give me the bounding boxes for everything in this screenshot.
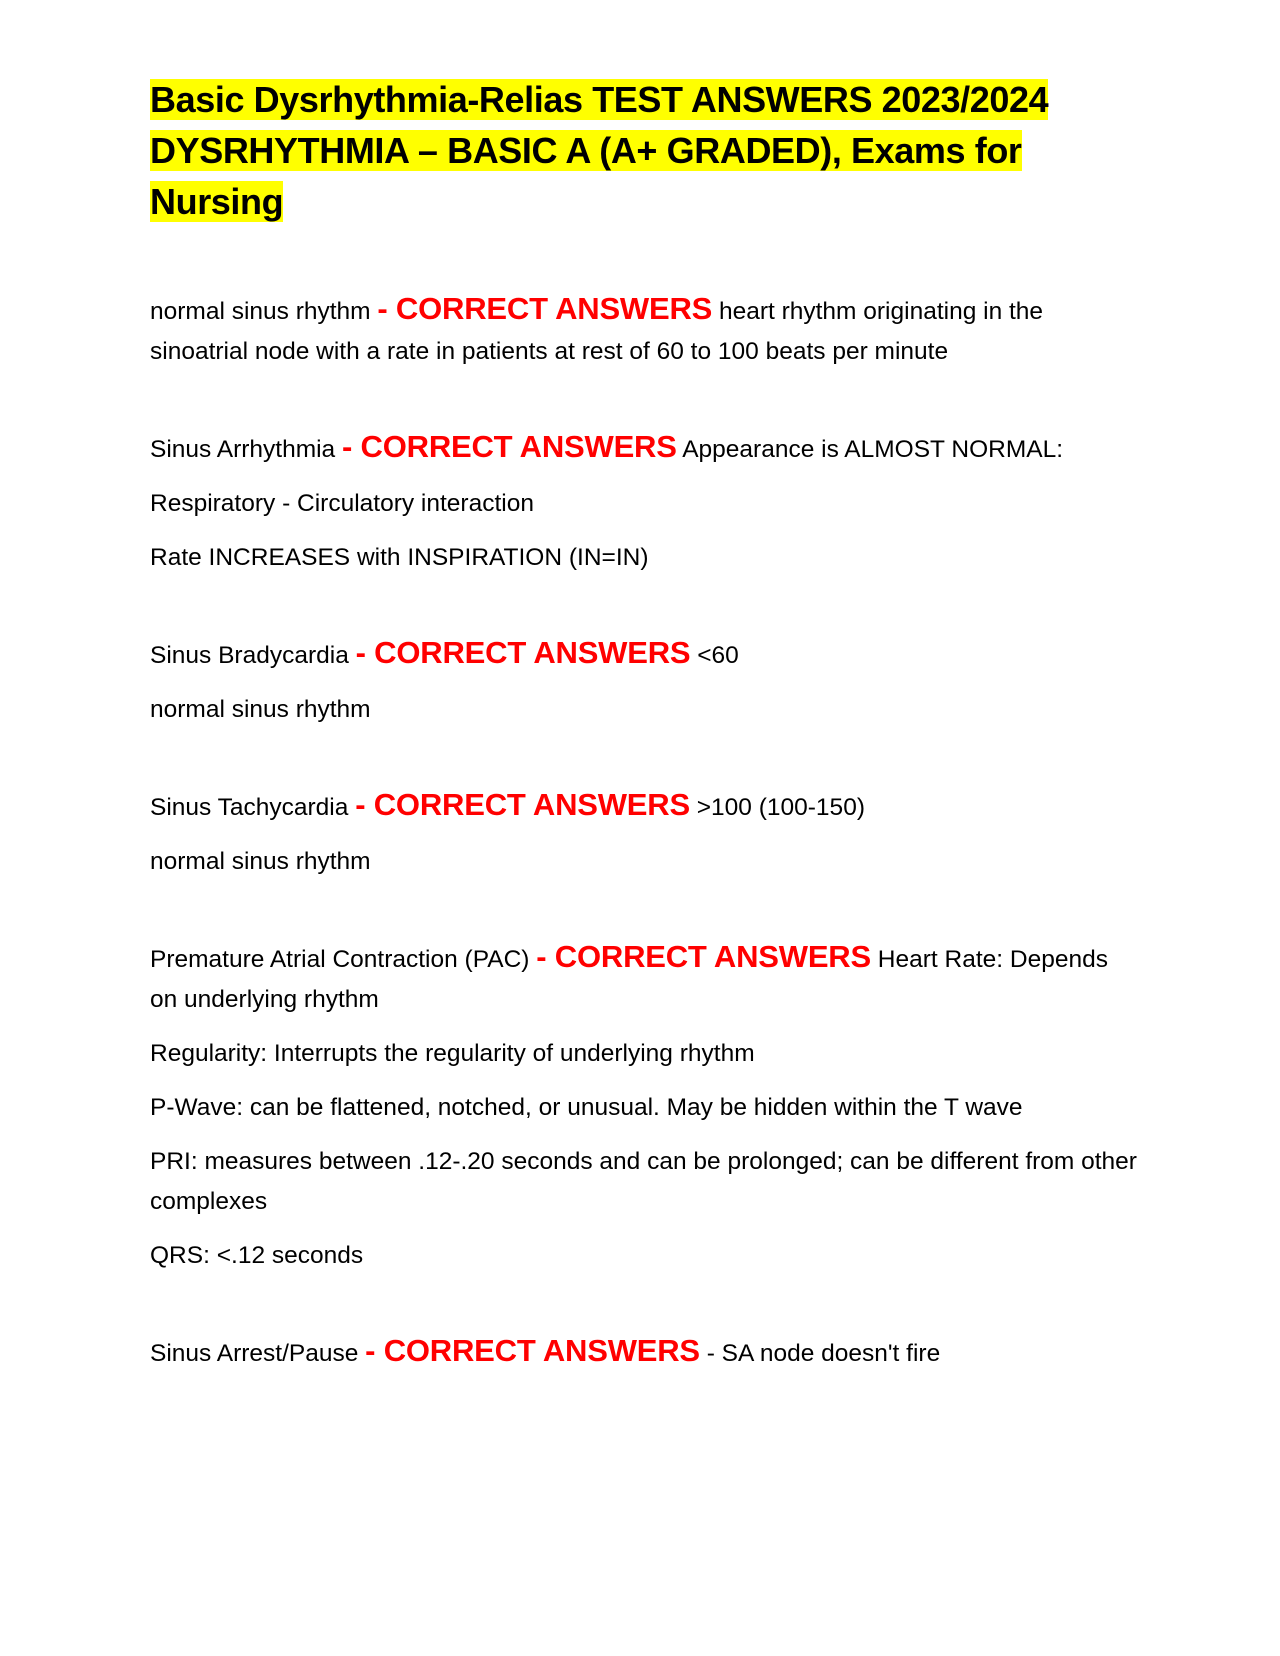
term-text: normal sinus rhythm [150, 298, 371, 325]
answer-text: <60 [697, 642, 739, 669]
title-highlight: DYSRHYTHMIA – BASIC A (A+ GRADED), Exams for [150, 130, 1022, 171]
answer-detail-line: QRS: <.12 seconds [150, 1242, 364, 1269]
qa-entry-first-paragraph [150, 427, 1140, 470]
answer-text: >100 (100-150) [696, 794, 865, 821]
qa-entry-first-paragraph [150, 785, 1140, 828]
answer-detail-line: PRI: measures between .12-.20 seconds and can be prolonged; can be different from other complexes [150, 1148, 1137, 1215]
term-text: Premature Atrial Contraction (PAC) [150, 946, 530, 973]
term-text: Sinus Arrest/Pause [150, 1340, 359, 1367]
correct-answers-label: - CORRECT ANSWERS [342, 429, 677, 464]
answer-text: Appearance is ALMOST NORMAL: [682, 436, 1064, 463]
term-text: Sinus Bradycardia [150, 642, 349, 669]
correct-answers-label: - CORRECT ANSWERS [355, 635, 691, 670]
qa-entry-first-paragraph [150, 633, 1140, 676]
qa-entry [150, 427, 1140, 578]
answer-text: Heart Rate: Depends on underlying rhythm [150, 946, 1108, 1013]
answer-detail-line: normal sinus rhythm [150, 696, 371, 723]
qa-entry [150, 785, 1140, 882]
document-title [150, 74, 1140, 227]
document-title-line [150, 176, 1140, 227]
answer-detail-line: Respiratory - Circulatory interaction [150, 490, 534, 517]
qa-entry-first-paragraph [150, 937, 1140, 1020]
qa-entry [150, 633, 1140, 730]
answer-text: - SA node doesn't fire [706, 1340, 941, 1367]
answer-detail-line: normal sinus rhythm [150, 848, 371, 875]
answer-detail-line: Regularity: Interrupts the regularity of underlying rhythm [150, 1040, 755, 1067]
answer-detail-line: P-Wave: can be flattened, notched, or unusual. May be hidden within the T wave [150, 1094, 1023, 1121]
correct-answers-label: - CORRECT ANSWERS [536, 939, 871, 974]
title-highlight: Nursing [150, 181, 284, 222]
qa-entry-first-paragraph [150, 1331, 1140, 1374]
title-highlight: Basic Dysrhythmia-Relias TEST ANSWERS 2023/2024 [150, 79, 1049, 120]
term-text: Sinus Arrhythmia [150, 436, 336, 463]
answer-detail-line: Rate INCREASES with INSPIRATION (IN=IN) [150, 544, 649, 571]
answer-text: heart rhythm originating in the sinoatrial node with a rate in patients at rest of 60 to 100 beats per minute [150, 298, 1044, 365]
document-title-line [150, 125, 1140, 176]
correct-answers-label: - CORRECT ANSWERS [365, 1333, 700, 1368]
qa-entry-first-paragraph [150, 289, 1140, 372]
qa-entry [150, 289, 1140, 372]
document-content [150, 74, 1140, 1429]
document-title-line [150, 74, 1140, 125]
qa-entries [150, 289, 1140, 1374]
qa-entry [150, 1331, 1140, 1374]
correct-answers-label: - CORRECT ANSWERS [377, 291, 713, 326]
term-text: Sinus Tachycardia [150, 794, 349, 821]
qa-entry [150, 937, 1140, 1276]
correct-answers-label: - CORRECT ANSWERS [355, 787, 690, 822]
